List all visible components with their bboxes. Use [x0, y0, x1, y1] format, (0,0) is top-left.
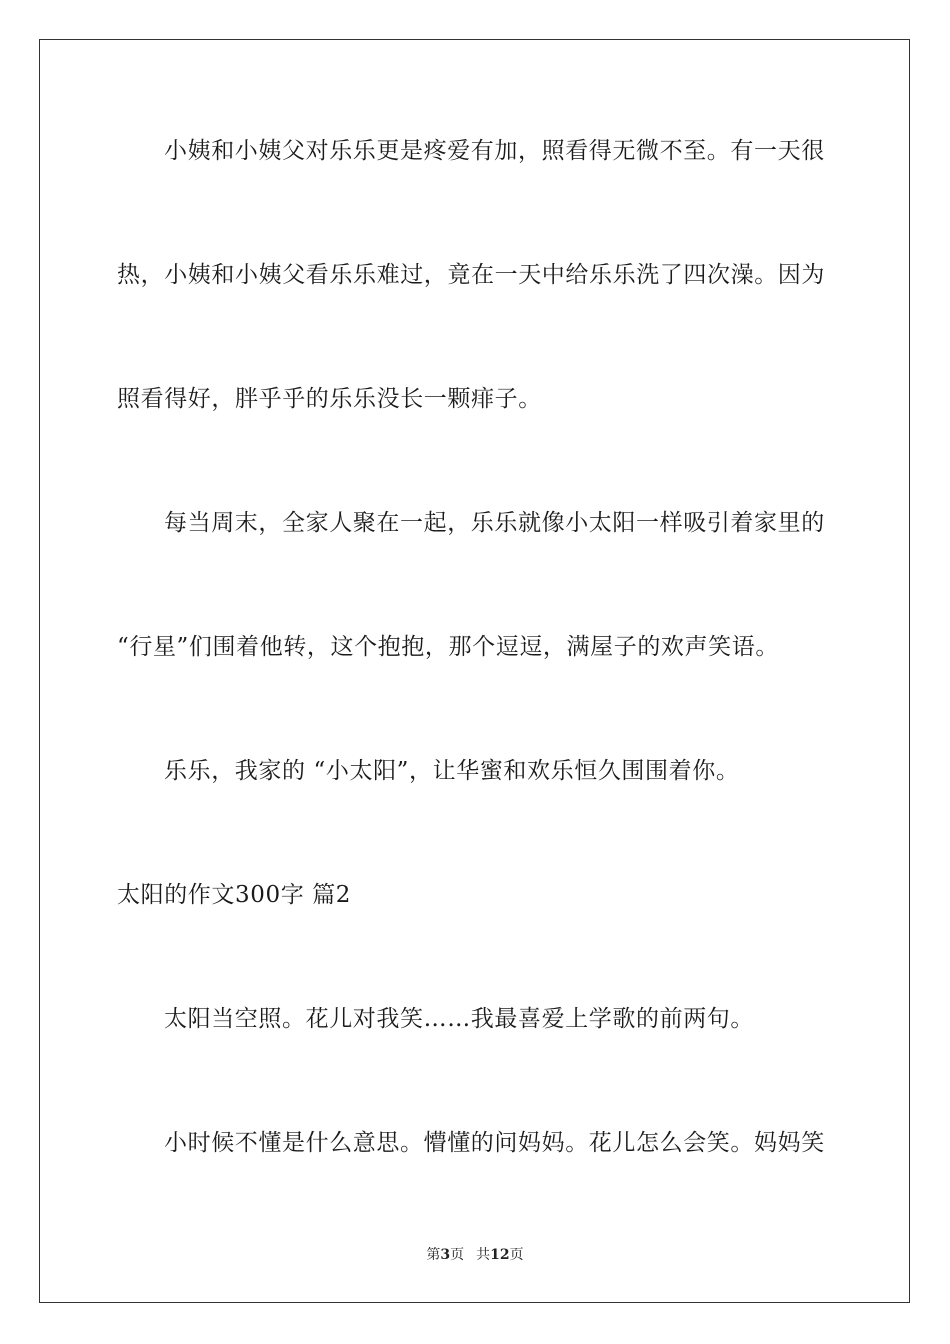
page-suffix: 页	[450, 1247, 465, 1263]
section-heading: 太阳的作文300字 篇2	[117, 882, 352, 908]
paragraph-3-line-1: 乐乐，我家的 “小太阳”，让华蜜和欢乐恒久围围着你。	[164, 758, 740, 784]
paragraph-1-line-2: 热，小姨和小姨父看乐乐难过，竟在一天中给乐乐洗了四次澡。因为	[117, 262, 825, 288]
page-footer	[0, 1246, 950, 1264]
total-suffix: 页	[509, 1247, 524, 1263]
paragraph-4-line-1: 太阳当空照。花儿对我笑……我最喜爱上学歌的前两句。	[164, 1006, 754, 1032]
paragraph-1-line-3: 照看得好，胖乎乎的乐乐没长一颗痱子。	[117, 386, 542, 412]
page-number: 3	[440, 1247, 451, 1263]
paragraph-2-line-1: 每当周末，全家人聚在一起，乐乐就像小太阳一样吸引着家里的	[164, 510, 825, 536]
page-prefix: 第	[426, 1247, 441, 1263]
paragraph-1-line-1: 小姨和小姨父对乐乐更是疼爱有加，照看得无微不至。有一天很	[164, 138, 825, 164]
page-border	[39, 39, 910, 1303]
paragraph-2-line-2: “行星”们围着他转，这个抱抱，那个逗逗，满屋子的欢声笑语。	[117, 634, 779, 660]
paragraph-5-line-1: 小时候不懂是什么意思。懵懂的问妈妈。花儿怎么会笑。妈妈笑	[164, 1130, 825, 1156]
total-prefix: 共	[476, 1247, 491, 1263]
total-pages: 12	[490, 1247, 510, 1263]
